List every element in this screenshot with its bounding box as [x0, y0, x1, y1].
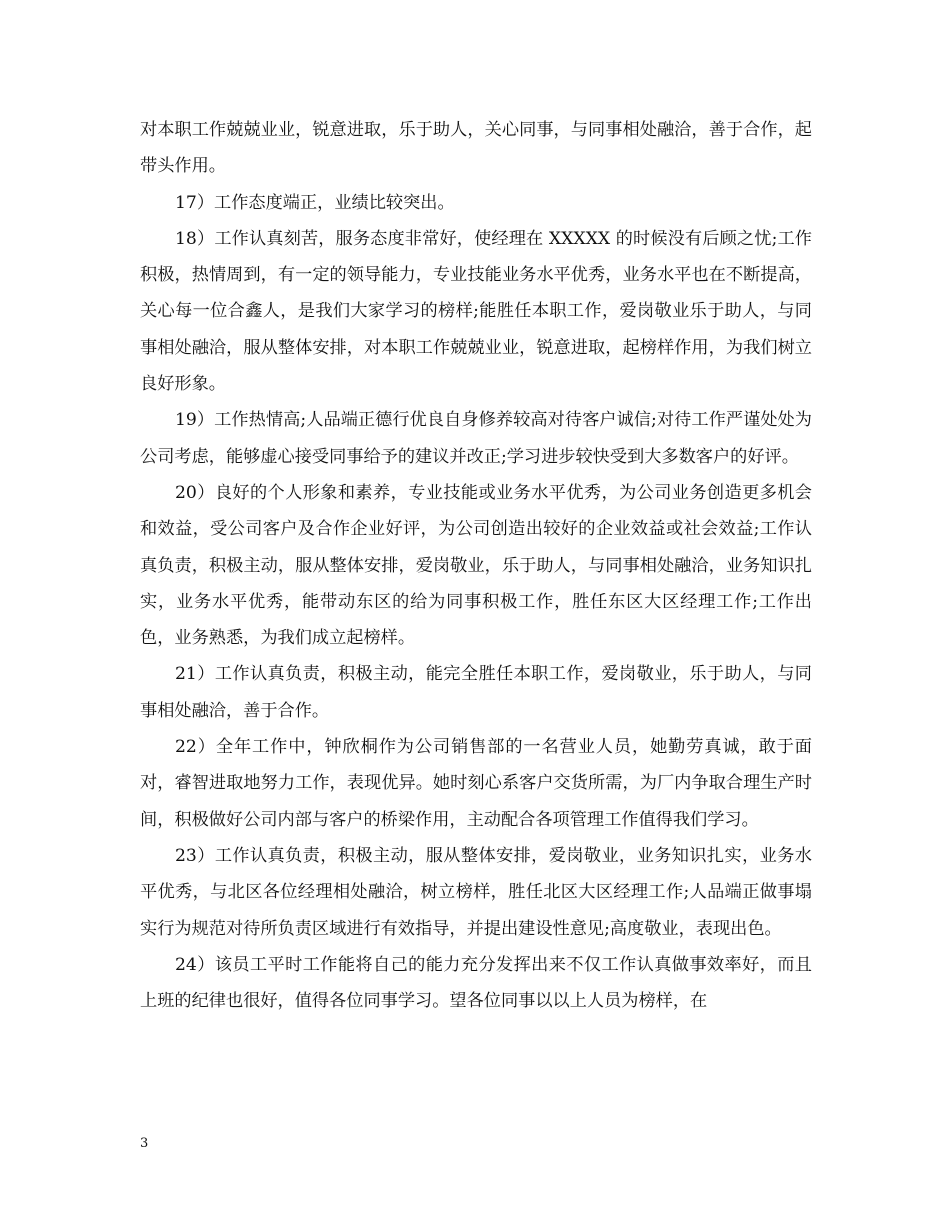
paragraph-24: 24）该员工平时工作能将自己的能力充分发挥出来不仅工作认真做事效率好，而且上班的纪律也很好，值得各位同事学习。望各位同事以以上人员为榜样，在	[140, 954, 812, 1012]
paragraph-continuation: 对本职工作兢兢业业，锐意进取，乐于助人，关心同事，与同事相处融洽，善于合作，起带头作用。	[140, 120, 812, 177]
page-number: 3	[140, 1136, 149, 1151]
paragraph-17: 17）工作态度端正，业绩比较突出。	[175, 192, 455, 213]
document-body	[140, 112, 812, 1019]
paragraph-18: 18）工作认真刻苦，服务态度非常好，使经理在 XXXXX 的时候没有后顾之忧;工作积极，热情周到，有一定的领导能力，专业技能业务水平优秀，业务水平也在不断提高，关心每一位合鑫人，是我们大家学习的榜样;能胜任本职工作，爱岗敬业乐于助人，与同事相处融洽，服从整体安排，对本职工作兢兢业业，锐意进取，起榜样作用，为我们树立良好形象。	[140, 228, 812, 395]
paragraph-19: 19）工作热情高;人品端正德行优良自身修养较高对待客户诚信;对待工作严谨处处为公司考虑，能够虚心接受同事给予的建议并改正;学习进步较快受到大多数客户的好评。	[140, 410, 812, 467]
paragraph-23: 23）工作认真负责，积极主动，服从整体安排，爱岗敬业，业务知识扎实，业务水平优秀，与北区各位经理相处融洽，树立榜样，胜任北区大区经理工作;人品端正做事塌实行为规范对待所负责区域进行有效指导，并提出建设性意见;高度敬业，表现出色。	[140, 845, 812, 939]
paragraph-22: 22）全年工作中，钟欣桐作为公司销售部的一名营业人员，她勤劳真诚，敢于面对，睿智进取地努力工作，表现优异。她时刻心系客户交货所需，为厂内争取合理生产时间，积极做好公司内部与客户的桥梁作用，主动配合各项管理工作值得我们学习。	[140, 737, 812, 830]
paragraph-21: 21）工作认真负责，积极主动，能完全胜任本职工作，爱岗敬业，乐于助人，与同事相处融洽，善于合作。	[140, 664, 812, 721]
paragraph-20: 20）良好的个人形象和素养，专业技能或业务水平优秀，为公司业务创造更多机会和效益，受公司客户及合作企业好评，为公司创造出较好的企业效益或社会效益;工作认真负责，积极主动，服从整体安排，爱岗敬业，乐于助人，与同事相处融洽，业务知识扎实，业务水平优秀，能带动东区的给为同事积极工作，胜任东区大区经理工作;工作出色，业务熟悉，为我们成立起榜样。	[140, 482, 812, 649]
